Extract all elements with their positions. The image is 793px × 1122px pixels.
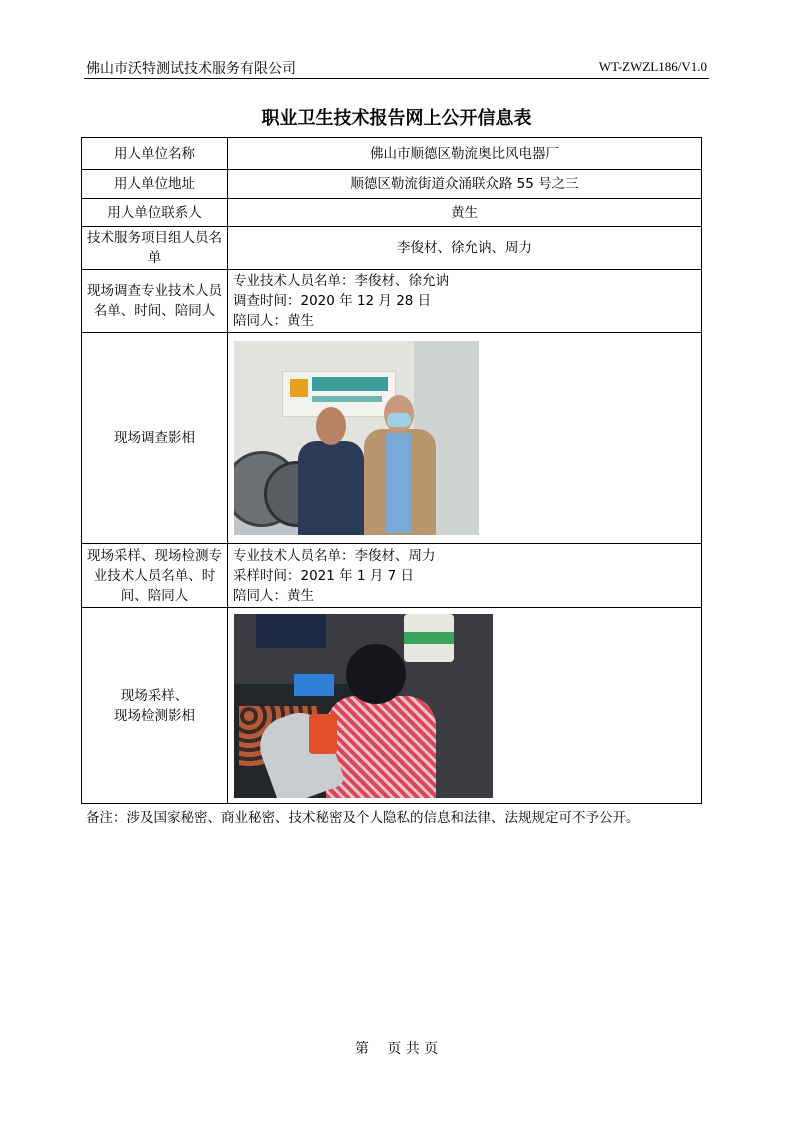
sampling-label: 现场采样、现场检测专业技术人员名单、时间、陪同人: [82, 544, 228, 608]
table-row: [82, 170, 702, 199]
survey-label: 现场调查专业技术人员名单、时间、陪同人: [82, 270, 228, 333]
footnote: 备注：涉及国家秘密、商业秘密、技术秘密及个人隐私的信息和法律、法规规定可不予公开。: [86, 810, 640, 826]
table-row: [82, 608, 702, 804]
employer-contact-label: 用人单位联系人: [82, 199, 228, 227]
header-divider: [84, 78, 709, 79]
page-title: 职业卫生技术报告网上公开信息表: [261, 108, 532, 129]
sampling-time: 采样时间：2021 年 1 月 7 日: [233, 567, 414, 584]
table-row: [82, 138, 702, 170]
survey-photo-label: 现场调查影相: [82, 333, 228, 544]
survey-value: [228, 270, 702, 333]
table-row: [82, 333, 702, 544]
employer-address-label: 用人单位地址: [82, 170, 228, 199]
header-company: 佛山市沃特测试技术服务有限公司: [86, 61, 296, 77]
sampling-photo-label: [82, 608, 228, 804]
project-team-value: 李俊材、徐允讷、周力: [228, 227, 702, 270]
survey-escort: 陪同人：黄生: [233, 313, 314, 329]
employer-contact-value: 黄生: [228, 199, 702, 227]
survey-photo: [234, 341, 479, 535]
info-table: [81, 137, 702, 804]
sampling-photo-label-line2: 现场检测影相: [114, 707, 195, 724]
table-row: [82, 544, 702, 608]
sampling-photo-label-line1: 现场采样、: [120, 687, 189, 704]
employer-name-label: 用人单位名称: [82, 138, 228, 170]
table-row: [82, 270, 702, 333]
employer-name-value: 佛山市顺德区勒流奥比风电器厂: [228, 138, 702, 170]
page-footer: 第 页 共 页: [354, 1041, 439, 1057]
table-row: [82, 227, 702, 270]
sampling-photo: [234, 614, 493, 798]
sampling-value: [228, 544, 702, 608]
sampling-staff: 专业技术人员名单：李俊材、周力: [233, 547, 436, 564]
project-team-label: 技术服务项目组人员名单: [82, 227, 228, 270]
header-doc-code: WT-ZWZL186/V1.0: [598, 59, 707, 74]
sampling-escort: 陪同人：黄生: [233, 587, 314, 604]
survey-staff: 专业技术人员名单：李俊材、徐允讷: [233, 273, 449, 289]
table-row: [82, 199, 702, 227]
meter-icon: [309, 714, 337, 754]
employer-address-value: 顺德区勒流街道众涌联众路 55 号之三: [228, 170, 702, 199]
survey-time: 调查时间：2020 年 12 月 28 日: [233, 293, 432, 309]
